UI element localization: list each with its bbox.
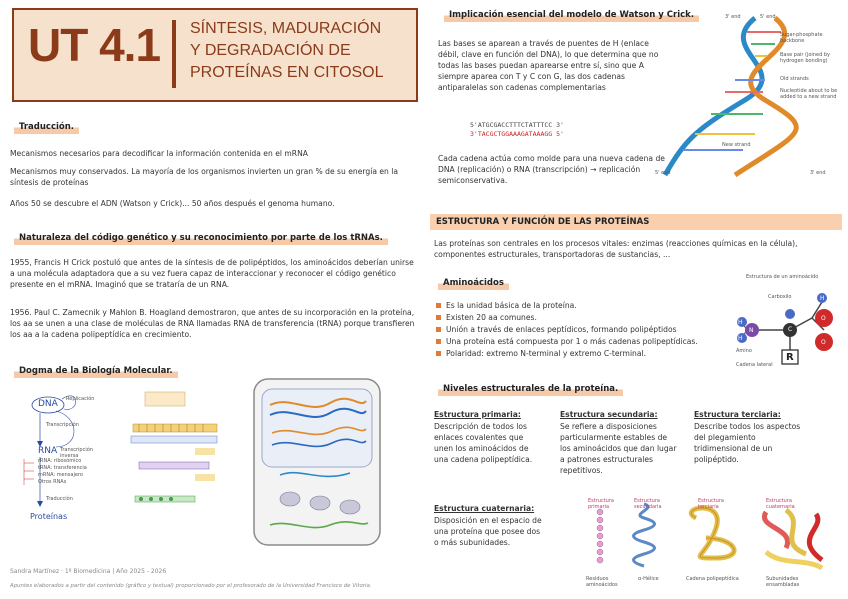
dna-seq-top: 5'ATGCGACCTTTCTATTTCC 3'	[470, 121, 564, 129]
aa-fig-label: Cadena lateral	[736, 362, 773, 368]
traduccion-header: Traducción.	[14, 120, 79, 134]
helix-label: New strand	[722, 142, 751, 148]
aminoacidos-list	[436, 300, 736, 360]
helix-label: Sugar-phosphate backbone	[780, 32, 823, 44]
unit-code: UT 4.1	[28, 19, 161, 71]
level-fig-top: Estructura primaria	[588, 498, 614, 510]
atom-o: O	[821, 339, 826, 346]
dogma-header: Dogma de la Biología Molecular.	[14, 364, 178, 378]
level-fig-top: Estructura cuaternaria	[766, 498, 795, 510]
atom-h: H	[738, 335, 743, 342]
title-line-1: SÍNTESIS, MADURACIÓN	[190, 20, 382, 37]
level-fig-top: Estructura terciaria	[698, 498, 724, 510]
list-item: Polaridad: extremo N-terminal y extremo C-terminal.	[436, 348, 736, 360]
niveles-header: Niveles estructurales de la proteína.	[438, 382, 623, 396]
aa-fig-title: Estructura de un aminoácido	[746, 274, 819, 280]
atom-r: R	[786, 352, 794, 363]
naturaleza-p1: 1955, Francis H Crick postuló que antes de la síntesis de de polipéptidos, los aminoácidos deberían unirse a una molécula adaptadora que a su vez fuera capaz de interaccionar y reconocer el código genético presente en el mRNA. Imaginó que se trataría de un RNA.	[10, 258, 414, 289]
atom-o: O	[821, 315, 826, 322]
dogma-dna: DNA	[38, 399, 58, 409]
rna-type: mRNA: mensajero	[38, 472, 83, 478]
level-fig-bottom: α-Hélice	[638, 576, 659, 582]
atom-h: H	[820, 295, 825, 302]
traduccion-p3: Años 50 se descubre el ADN (Watson y Crick)... 50 años después el genoma humano.	[10, 199, 335, 208]
estructura-header: ESTRUCTURA Y FUNCIÓN DE LAS PROTEÍNAS	[430, 214, 842, 230]
traduccion-p2: Mecanismos muy conservados. La mayoría de los organismos invierten un gran % de su energía en la síntesis de proteínas	[10, 167, 399, 187]
list-item: Una proteína está compuesta por 1 o más cadenas polipeptídicas.	[436, 336, 736, 348]
rna-type: Otros RNAs	[38, 479, 67, 485]
terciaria-text: Describe todos los aspectos del plegamiento tridimensional de un polipéptido.	[694, 422, 801, 464]
level-fig-bottom: Cadena polipeptídica	[686, 576, 739, 582]
dogma-translation: Traducción	[46, 496, 73, 502]
title-divider	[172, 20, 176, 88]
traduccion-p1: Mecanismos necesarios para decodificar la información contenida en el mRNA	[10, 149, 308, 158]
helix-label: 3' end	[725, 14, 741, 20]
cuaternaria-title: Estructura cuaternaria:	[434, 504, 535, 513]
helix-label: Base pair (joined by hydrogen bonding)	[780, 52, 830, 64]
dogma-rna: RNA	[38, 446, 58, 456]
secundaria-text: Se refiere a disposiciones particularmente estables de los aminoácidos que dan lugar a patrones estructurales repetitivos.	[560, 422, 677, 475]
primaria-title: Estructura primaria:	[434, 410, 521, 419]
list-item: Existen 20 aa comunes.	[436, 312, 736, 324]
helix-label: 5' end	[760, 14, 776, 20]
helix-label: 5' end	[655, 170, 671, 176]
rna-type: tRNA: transferencia	[38, 465, 87, 471]
rna-type: rRNA: ribosómico	[38, 458, 82, 464]
title-line-2: Y DEGRADACIÓN DE	[190, 42, 351, 59]
unit-title	[190, 18, 410, 84]
level-fig-top: Estructura secundaria	[634, 498, 662, 510]
title-line-3: PROTEÍNAS EN CITOSOL	[190, 64, 384, 81]
atom-n: N	[749, 327, 754, 334]
watson-header: Implicación esencial del modelo de Watson y Crick.	[444, 8, 699, 22]
list-item: Es la unidad básica de la proteína.	[436, 300, 736, 312]
dna-seq-bottom: 3'TACGCTGGAAAGATAAAGG 5'	[470, 130, 564, 138]
atom-c: C	[788, 326, 793, 333]
atom-h: H	[738, 319, 743, 326]
helix-label: Old strands	[780, 76, 809, 82]
footer-author: Sandra Martínez · 1º Biomedicina | Año 2025 - 2026	[10, 568, 167, 575]
dogma-rna-note: Transcripción inversa	[60, 447, 93, 459]
footer-credit: Apuntes elaborados a partir del contenido (gráfico y textual) proporcionado por el profesorado de la Universidad Francisco de Vitoria.	[10, 583, 372, 589]
naturaleza-p2: 1956. Paul C. Zamecnik y Mahlon B. Hoagland demostraron, que antes de su incorporación en la proteína, los aa se unen a una clase de moléculas de RNA llamadas RNA de transferencia (tRNA) porque transfieren los aa a la cadena polipeptídica en crecimiento.	[10, 308, 415, 339]
dogma-rna-list	[38, 458, 87, 486]
estructura-p1: Las proteínas son centrales en los procesos vitales: enzimas (reacciones químicas en la célula), componentes estructurales, transportadoras de sustancias, ...	[434, 239, 798, 259]
level-fig-bottom: Subunidades ensambladas	[766, 576, 800, 588]
level-fig-bottom: Residuos aminoácidos	[586, 576, 618, 588]
translation-figure	[125, 388, 225, 518]
dogma-transcription: Transcripción	[46, 422, 79, 428]
aminoacidos-header: Aminoácidos	[438, 276, 509, 290]
aa-fig-label: Carboxilo	[768, 294, 792, 300]
naturaleza-header: Naturaleza del código genético y su reconocimiento por parte de los tRNAs.	[14, 231, 388, 245]
cuaternaria-text: Disposición en el espacio de una proteína que posee dos o más subunidades.	[434, 516, 542, 547]
cell-figure	[250, 375, 385, 550]
protein-levels-figure	[586, 498, 844, 578]
watson-p2: Cada cadena actúa como molde para una nueva cadena de DNA (replicación) o RNA (transcripción) → replicación semiconservativa.	[438, 154, 665, 185]
helix-label: Nucleotide about to be added to a new strand	[780, 88, 838, 100]
helix-label: 3' end	[810, 170, 826, 176]
watson-p1: Las bases se aparean a través de puentes de H (enlace débil, clave en función del DNA), lo que determina que no todas las bases puedan aparearse entre sí, sino que A siempre aparea con T y C con G, las dos cadenas antiparalelas son cadenas complementarias	[438, 39, 659, 92]
aa-fig-label: Amino	[736, 348, 752, 354]
dogma-replication: Replicación	[66, 396, 95, 402]
list-item: Unión a través de enlaces peptídicos, formando polipéptidos	[436, 324, 736, 336]
primaria-text: Descripción de todos los enlaces covalentes que unen los aminoácidos de una cadena polipeptídica.	[434, 422, 533, 464]
secundaria-title: Estructura secundaria:	[560, 410, 658, 419]
terciaria-title: Estructura terciaria:	[694, 410, 781, 419]
dogma-proteins: Proteínas	[30, 512, 68, 521]
